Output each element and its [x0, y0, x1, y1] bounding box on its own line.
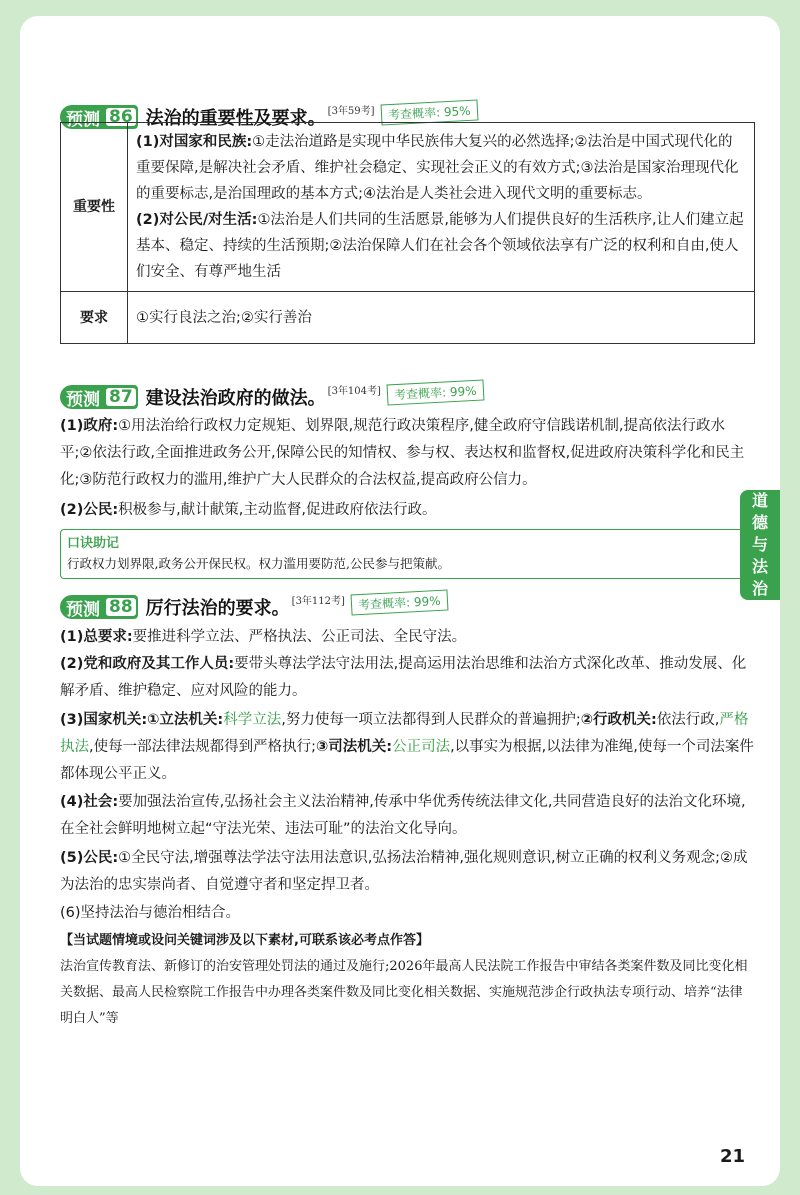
government-paragraph	[60, 413, 755, 494]
years-note: [3年104考]	[327, 385, 381, 397]
req-text: ①全民守法,增强尊法学法守法用法意识,弘扬法治精神,强化规则意识,树立正确的权利义务观念;②成为法治的忠实崇尚者、自觉遵守者和坚定捍卫者。	[60, 850, 748, 893]
note-heading: 【当试题情境或设问关键词涉及以下素材,可联系该必考点作答】	[60, 933, 429, 948]
highlight: 科学立法	[223, 712, 282, 728]
probability-stamp: 考查概率: 99%	[386, 379, 483, 405]
citizen-paragraph	[60, 497, 755, 524]
prediction-tag	[60, 595, 138, 619]
note-body: 法治宣传教育法、新修订的治安管理处罚法的通过及施行;2026年最高人民法院工作报告中审结各类案件数及同比变化相关数据、最高人民检察院工作报告中办理各类案件数及同比变化相关数据、实施规范涉企行政执法专项行动、培养“法律明白人”等	[60, 959, 748, 1026]
tag-number: 88	[104, 596, 138, 618]
req-text: 要带头尊法学法守法用法,提高运用法治思维和法治方式深化改革、推动发展、化解矛盾、维护稳定、应对风险的能力。	[60, 656, 747, 699]
prediction-title: 建设法治政府的做法。	[145, 388, 326, 409]
highlight: 公正司法	[392, 739, 451, 755]
mnemonic-box	[60, 529, 755, 579]
requirement-label: 要求	[61, 292, 128, 344]
req-label: (2)党和政府及其工作人员:	[60, 656, 235, 672]
years-note: [3年59考]	[327, 105, 375, 117]
judiciary-label: ③司法机关:	[316, 739, 393, 755]
subject-tab[interactable]	[740, 490, 780, 600]
citizen-label: (2)公民:	[60, 502, 119, 518]
req-text: 依法行政,	[656, 712, 720, 728]
legislature-label: ①立法机关:	[147, 712, 224, 728]
req-text: ,使每一部法律法规都得到严格执行;	[89, 739, 316, 755]
importance-label: 重要性	[61, 123, 128, 292]
req-6: (6)坚持法治与德治相结合。	[60, 905, 241, 921]
subject-tab-label: 道德与法治	[751, 491, 768, 598]
highlight: 严格执法	[60, 712, 749, 755]
req-label: (4)社会:	[60, 794, 119, 810]
importance-table	[60, 122, 755, 344]
prediction-88-header	[60, 592, 447, 622]
citizen-text: 积极参与,献计献策,主动监督,促进政府依法行政。	[118, 502, 437, 518]
req-2	[60, 651, 755, 705]
executive-label: ②行政机关:	[580, 712, 657, 728]
req-4	[60, 789, 755, 843]
req-3	[60, 707, 755, 788]
citizen-text: ①法治是人们共同的生活愿景,能够为人们提供良好的生活秩序,让人们建立起基本、稳定、持续的生活预期;②法治保障人们在社会各个领域依法享有广泛的权利和自由,使人们安全、有尊严地生活	[136, 212, 744, 280]
mnemonic-text: 行政权力划界限,政务公开保民权。权力滥用要防范,公民参与把策献。	[67, 556, 450, 571]
tag-label: 预测	[66, 599, 100, 620]
page	[20, 16, 780, 1186]
req-text: ,努力使每一项立法都得到人民群众的普遍拥护;	[281, 712, 581, 728]
probability-stamp: 考查概率: 95%	[380, 99, 477, 125]
req-label: (5)公民:	[60, 850, 119, 866]
req-1	[60, 624, 755, 651]
req-text: ,以事实为根据,以法律为准绳,使每一个司法案件都体现公平正义。	[60, 739, 754, 782]
req-5	[60, 845, 755, 899]
req-label: (3)国家机关:	[60, 712, 148, 728]
req-label: (1)总要求:	[60, 629, 133, 645]
government-label: (1)政府:	[60, 418, 119, 434]
probability-stamp: 考查概率: 99%	[350, 589, 447, 615]
prediction-87-header	[60, 382, 483, 412]
requirement-text: ①实行良法之治;②实行善治	[128, 292, 755, 344]
req-text: 要加强法治宣传,弘扬社会主义法治精神,传承中华优秀传统法律文化,共同营造良好的法治文化环境,在全社会鲜明地树立起“守法光荣、违法可耻”的法治文化导向。	[60, 794, 746, 837]
mnemonic-tag: 口诀助记	[67, 536, 120, 551]
prediction-tag	[60, 385, 138, 409]
prediction-title: 法治的重要性及要求。	[145, 108, 326, 129]
tag-number: 87	[104, 386, 138, 408]
citizen-label: (2)对公民/对生活:	[136, 212, 258, 228]
nation-text: ①走法治道路是实现中华民族伟大复兴的必然选择;②法治是中国式现代化的重要保障,是解决社会矛盾、维护社会稳定、实现社会正义的有效方式;③法治是国家治理现代化的重要标志,是治国理政的基本方式;④法治是人类社会进入现代文明的重要标志。	[136, 134, 739, 202]
req-text: 要推进科学立法、严格执法、公正司法、全民守法。	[132, 629, 467, 645]
page-number: 21	[720, 1146, 746, 1167]
importance-cell	[128, 123, 755, 292]
tag-label: 预测	[66, 109, 100, 130]
government-text: ①用法治给行政权力定规矩、划界限,规范行政决策程序,健全政府守信践诺机制,提高依法行政水平;②依法行政,全面推进政务公开,保障公民的知情权、参与权、表达权和监督权,促进政府决策科学化和民主化;③防范行政权力的滥用,维护广大人民群众的合法权益,提高政府公信力。	[60, 418, 745, 488]
years-note: [3年112考]	[291, 595, 345, 607]
tag-label: 预测	[66, 389, 100, 410]
nation-label: (1)对国家和民族:	[136, 134, 253, 150]
prediction-title: 厉行法治的要求。	[145, 598, 290, 619]
tag-number: 86	[104, 106, 138, 128]
